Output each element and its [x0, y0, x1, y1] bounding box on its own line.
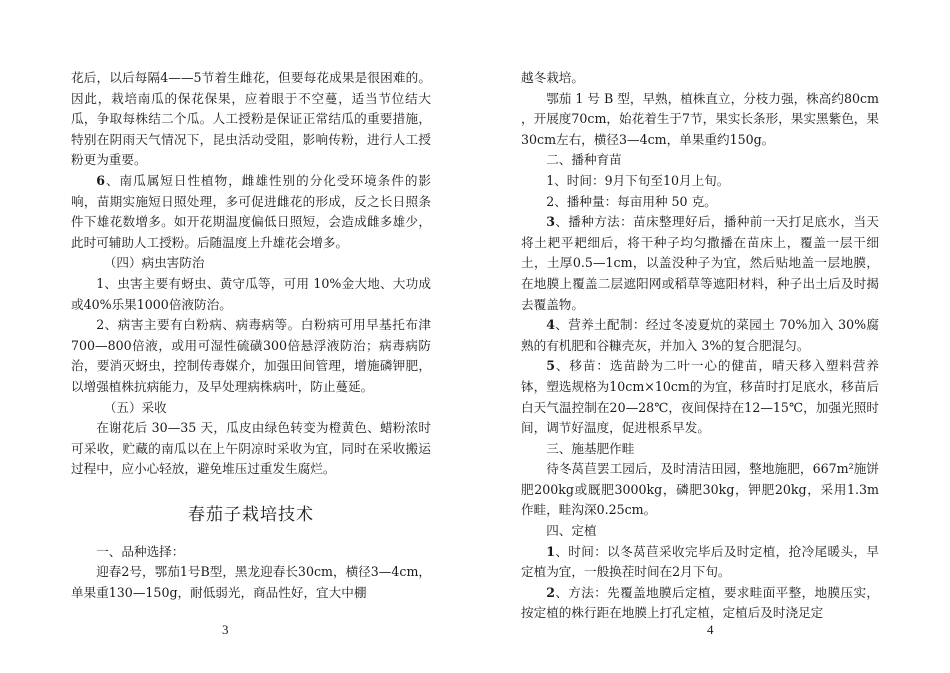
paragraph: 2、播种量：每亩用种 50 克。 — [546, 193, 717, 209]
numbered-paragraph — [521, 583, 879, 624]
page-number-right: 4 — [707, 622, 714, 637]
paragraph-number: 3 — [546, 214, 555, 230]
paragraph: 三、施基肥作畦 — [546, 440, 635, 456]
right-page — [521, 68, 879, 624]
paragraph-number: 1 — [546, 543, 555, 559]
paragraph-number: 4 — [546, 317, 555, 333]
paragraph: 二、播种育苗 — [546, 152, 622, 168]
subsection-heading: （五）采收 — [103, 399, 167, 415]
paragraph: 2、病害主要有白粉病、病毒病等。白粉病可用早基托布津700—800倍液，或用可湿性硫磺300倍悬浮液防治；病毒病防治，要消灭蚜虫，控制传毒媒介，加强田间管理，增施磷钾肥，以增强植株抗病能力，及早处理病株病叶，防止蔓延。 — [71, 317, 431, 394]
paragraph: 一、品种选择： — [96, 543, 185, 559]
numbered-paragraph — [71, 171, 431, 253]
paragraph-text: 、时间：以冬莴苣采收完毕后及时定植，抢冷尾暖头，早定植为宜，一般换茬时间在2月下旬。 — [521, 543, 879, 580]
paragraph: 1、虫害主要有蚜虫、黄守瓜等，可用 10%金大地、大功成或40%乐果1000倍液防治。 — [71, 275, 431, 312]
paragraph: 在谢花后 30—35 天，瓜皮由绿色转变为橙黄色、蜡粉浓时可采收，贮藏的南瓜以在上午阴凉时采收为宜，同时在采收搬运过程中，应小心轻放，避免堆压过重发生腐烂。 — [71, 420, 431, 477]
paragraph-number: 2 — [546, 584, 555, 600]
paragraph-number: 5 — [546, 358, 555, 374]
numbered-paragraph — [521, 356, 879, 438]
paragraph-text: 、方法：先覆盖地膜后定植，要求畦面平整，地膜压实，按定植的株行距在地膜上打孔定植，定植后及时浇足定 — [521, 584, 879, 621]
paragraph: 待冬莴苣罢工园后，及时清洁田园，整地施肥，667m²施饼肥200kg或厩肥3000kg，磷肥30kg，钾肥20kg，采用1.3m作畦，畦沟深0.25cm。 — [521, 461, 879, 518]
paragraph: 越冬栽培。 — [521, 70, 584, 85]
paragraph-text: 、南瓜属短日性植物，雌雄性别的分化受环境条件的影响，苗期实施短日照处理，多可促进雌花的形成，反之长日照条件下雄花数增多。如开花期温度偏低日照短，会造成雌多雄少，此时可辅助人工授粉。后随温度上升雄花会增多。 — [71, 172, 431, 250]
paragraph: 迎春2号，鄂茄1号B型，黑龙迎春长30cm，横径3—4cm，单果重130—150g，耐低弱光，商品性好，宜大中棚 — [71, 564, 431, 601]
numbered-paragraph — [521, 212, 879, 315]
paragraph-text: 、移苗：选苗龄为二叶一心的健苗，晴天移入塑料营养钵，塑选规格为10cm×10cm的为宜，移苗时打足底水，移苗后白天气温控制在20—28℃，夜间保持在12—15℃，加强光照时间，调节好温度，促进根系早发。 — [521, 358, 879, 436]
paragraph: 1、时间：9月下旬至10月上旬。 — [546, 172, 730, 188]
paragraph: 花后，以后每隔4——5节着生雌花，但要每花成果是很困难的。因此，栽培南瓜的保花保果，应着眼于不空蔓，适当节位结大瓜，争取每株结二个瓜。人工授粉是保证正常结瓜的重要措施，特别在阴雨天气情况下，昆虫活动受阻，影响传粉，进行人工授粉更为重要。 — [71, 70, 431, 168]
paragraph-text: 、营养土配制：经过冬凌夏炕的菜园土 70%加入 30%腐熟的有机肥和谷糠壳灰，并加入 3%的复合肥混匀。 — [521, 317, 879, 353]
page-number-left: 3 — [222, 622, 229, 637]
paragraph-number: 6 — [96, 172, 105, 188]
paragraph: 鄂茄 1 号 B 型，早熟，植株直立，分枝力强，株高约80cm ，开展度70cm，始花着生于7节，果实长条形，果实黑紫色，果30cm左右，横径3—4cm，单果重约150g。 — [521, 90, 879, 147]
paragraph: 四、定植 — [546, 523, 597, 539]
numbered-paragraph — [521, 542, 879, 583]
section-heading: 春茄子栽培技术 — [188, 504, 314, 525]
numbered-paragraph — [521, 315, 879, 356]
paragraph-text: 、播种方法：苗床整理好后，播种前一天打足底水，当天将土耙平耙细后，将干种子均匀撒播在苗床上，覆盖一层干细土，土厚0.5—1cm，以盖没种子为宜，然后贴地盖一层地膜，在地膜上覆盖二层遮阳网或稻草等遮阳材料，种子出土后及时揭去覆盖物。 — [521, 214, 879, 312]
subsection-heading: （四）病虫害防治 — [103, 255, 205, 271]
left-page — [71, 68, 431, 604]
